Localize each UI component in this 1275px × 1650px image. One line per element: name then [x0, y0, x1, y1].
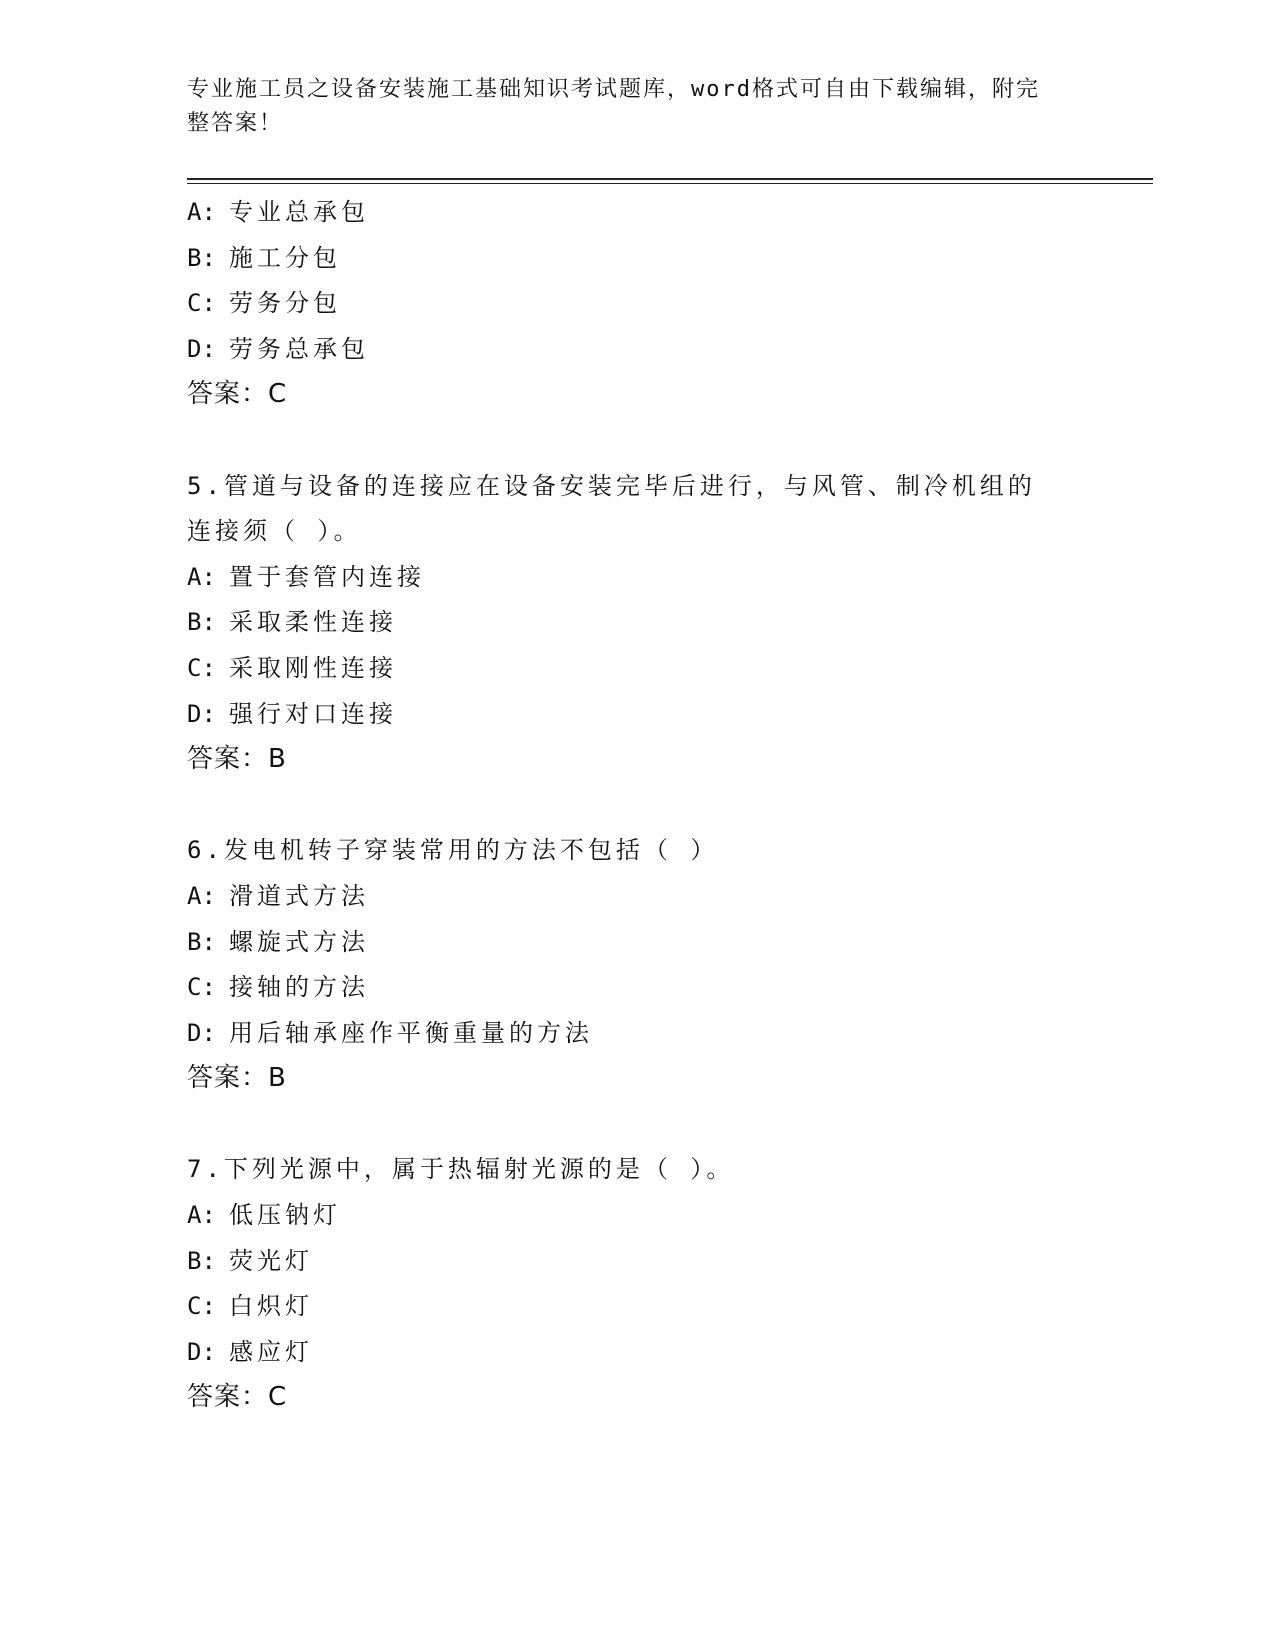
option-text: 螺旋式方法: [229, 927, 369, 956]
option-a: [187, 190, 1087, 236]
spacer: [187, 1102, 1087, 1148]
header-divider-thin: [187, 183, 1153, 184]
option-letter: B:: [187, 1246, 216, 1275]
option-text: 滑道式方法: [229, 881, 369, 910]
option-d: [187, 1011, 1087, 1057]
option-letter: A:: [187, 198, 216, 226]
option-text: 低压钠灯: [229, 1201, 341, 1230]
option-text: 劳务分包: [229, 289, 341, 318]
spacer: [187, 783, 1087, 829]
answer-line: 答案：B: [187, 1063, 287, 1094]
option-d: [187, 1330, 1087, 1376]
option-c: [187, 281, 1087, 327]
option-text: 劳务总承包: [229, 334, 369, 363]
option-letter: C:: [187, 289, 216, 318]
option-text: 专业总承包: [229, 198, 369, 226]
option-a: [187, 874, 1087, 920]
answer-line: 答案：C: [187, 379, 288, 410]
header-line-1: 专业施工员之设备安装施工基础知识考试题库，word格式可自由下载编辑，附完: [187, 77, 1040, 102]
question-stem: 6.发电机转子穿装常用的方法不包括（ ）: [187, 836, 719, 865]
option-letter: A:: [187, 881, 216, 910]
option-text: 施工分包: [229, 243, 341, 272]
option-text: 荧光灯: [229, 1246, 313, 1275]
header-divider-thick: [187, 178, 1153, 180]
option-text: 强行对口连接: [229, 699, 397, 728]
option-a: [187, 555, 1087, 601]
option-a: [187, 1193, 1087, 1239]
option-letter: D:: [187, 699, 216, 728]
option-c: [187, 965, 1087, 1011]
option-letter: B:: [187, 243, 216, 272]
option-letter: B:: [187, 927, 216, 956]
option-c: [187, 1284, 1087, 1330]
option-letter: D:: [187, 1337, 216, 1366]
option-d: [187, 327, 1087, 373]
question-5: [187, 464, 1087, 783]
answer-line: 答案：C: [187, 1382, 288, 1413]
question-stem: 7.下列光源中，属于热辐射光源的是（ ）。: [187, 1155, 735, 1184]
option-c: [187, 646, 1087, 692]
option-text: 采取柔性连接: [229, 608, 397, 637]
option-d: [187, 692, 1087, 738]
option-text: 置于套管内连接: [229, 562, 425, 591]
option-letter: B:: [187, 608, 216, 637]
option-text: 接轴的方法: [229, 973, 369, 1002]
option-b: [187, 600, 1087, 646]
question-list: [187, 190, 1087, 1421]
question-7: [187, 1147, 1087, 1421]
option-text: 采取刚性连接: [229, 653, 397, 682]
question-stem: 5.管道与设备的连接应在设备安装完毕后进行，与风管、制冷机组的: [187, 471, 1036, 500]
option-b: [187, 236, 1087, 282]
option-text: 白炽灯: [229, 1292, 313, 1321]
option-letter: D:: [187, 334, 216, 363]
option-letter: C:: [187, 973, 216, 1002]
answer-line: 答案：B: [187, 744, 287, 775]
option-letter: C:: [187, 1292, 216, 1321]
question-6: [187, 828, 1087, 1102]
option-b: [187, 1239, 1087, 1285]
spacer: [187, 418, 1087, 464]
document-header: [187, 73, 1067, 141]
option-text: 感应灯: [229, 1337, 313, 1366]
option-letter: A:: [187, 1201, 216, 1230]
header-line-2: 整答案！: [187, 111, 284, 136]
option-b: [187, 920, 1087, 966]
question-4: [187, 190, 1087, 418]
option-letter: C:: [187, 653, 216, 682]
option-letter: A:: [187, 562, 216, 591]
option-letter: D:: [187, 1018, 216, 1047]
question-stem-continued: 连接须（ ）。: [187, 517, 362, 546]
option-text: 用后轴承座作平衡重量的方法: [229, 1018, 593, 1047]
